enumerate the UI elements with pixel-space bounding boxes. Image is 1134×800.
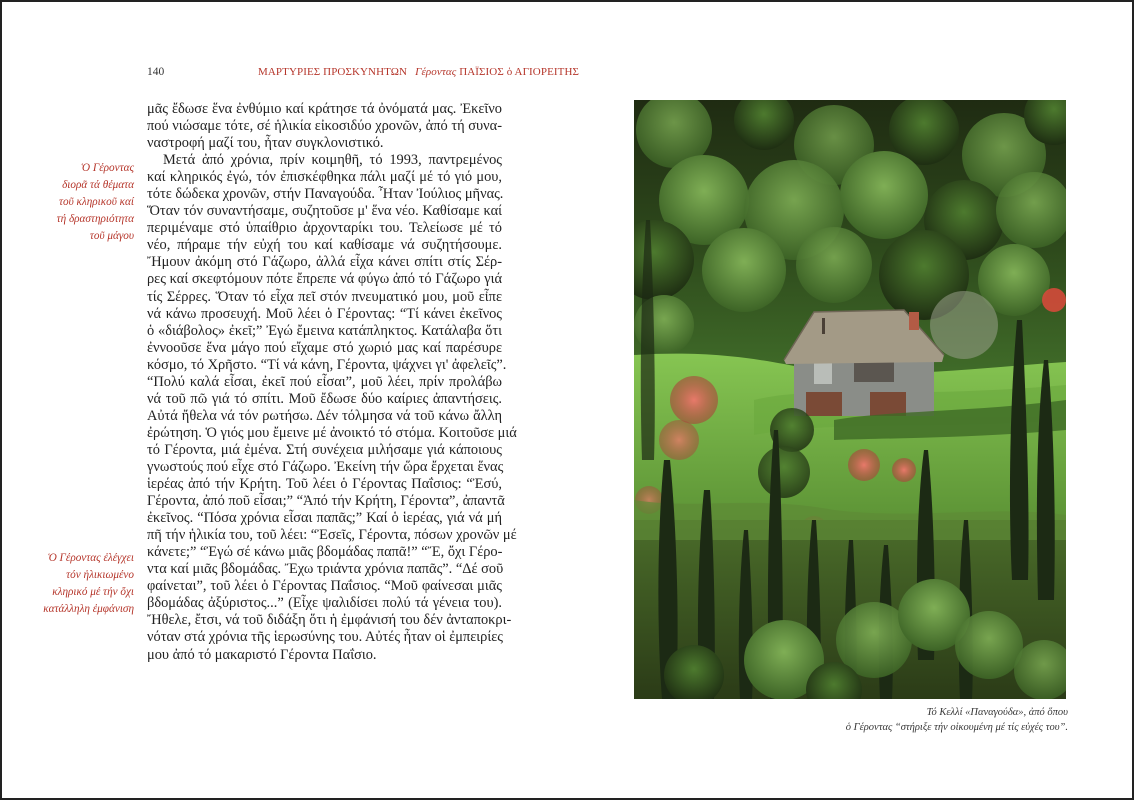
text-line: μᾶς ἔδωσε ἕνα ἐνθύμιο καί κράτησε τά ὀνόματά μας. Ἐκεῖνο	[147, 101, 502, 117]
subject-prefix: Γέροντας	[415, 66, 457, 78]
margin-note-line: κληρικό μέ τήν ὄχι	[52, 586, 134, 598]
text-line: τίς Σέρρες. Ὅταν τό εἶχα πεῖ στόν πνευματικό μου, μοῦ εἶπε	[147, 288, 502, 305]
text-line: “Πολύ καλά εἶσαι, ἐκεῖ πού εἶσαι”, μοῦ λέει, πρίν προλάβω	[147, 373, 502, 390]
text-line: Ἤθελε, ἔτσι, νά τοῦ διδάξη ὅτι ἡ ἐμφάνισή του δέν ἀνταποκρι-	[147, 612, 512, 629]
margin-note-line: διορᾶ τά θέματα	[62, 179, 134, 191]
text-line: ἐκεῖνος. “Πόσα χρόνια εἶσαι παπᾶς;” Καί ὁ ἱερέας, γιά νά μή	[147, 510, 502, 527]
text-line: Γέροντα, ἀπό ποῦ εἶσαι;” “Ἀπό τήν Κρήτη, Γέροντα”, ἀπαντᾶ	[147, 493, 505, 510]
text-line: Ἤμουν ἀκόμη στό Γάζωρο, ἀλλά εἶχα κάνει σπίτι στίς Σέρ-	[147, 254, 502, 271]
text-line: νέο, πήραμε τήν εὐχή του καί καθίσαμε νά συζητήσουμε.	[147, 237, 502, 254]
text-line: τότε δώδεκα χρονῶν, στήν Παναγούδα. Ἦταν Ἰούλιος μῆνας.	[147, 186, 504, 203]
text-line: νά τοῦ πῶ γιά τό σπίτι. Μοῦ ἔδωσε δύο καίριες ἀπαντήσεις.	[147, 390, 502, 407]
text-line: βδομάδας ἀξύριστος...” (Εἶχε ψαλιδίσει πολύ τά γένεια του).	[147, 595, 502, 612]
running-header	[258, 66, 579, 78]
text-line: ἐρώτηση. Ὁ γιός μου ἔμεινε μέ ἀνοικτό τό στόμα. Κοιτοῦσε μιά	[147, 424, 517, 441]
subject-name: ΠΑΪΣΙΟΣ ὁ ΑΓΙΟΡΕΙΤΗΣ	[459, 66, 580, 78]
caption-line: Τό Κελλί «Παναγούδα», ἀπό ὅπου	[926, 707, 1068, 718]
margin-note-line: Ὁ Γέροντας	[80, 162, 134, 174]
margin-note-line: τή δραστηριότητα	[56, 213, 134, 225]
text-line: νά κάνω προσευχή. Μοῦ λέει ὁ Γέροντας: “Τί κάνει ἐκεῖνος	[147, 305, 502, 322]
text-line: ρες καί σκεφτόμουν πότε ἔπρεπε νά φύγω ἀπό τό Γάζωρο γιά	[147, 271, 502, 288]
paragraph-1	[147, 101, 502, 152]
margin-note-line: τόν ἡλικιωμένο	[66, 569, 134, 581]
margin-note	[4, 550, 134, 618]
hut-in-forest-photo	[634, 100, 1066, 699]
paragraph-2	[147, 152, 517, 663]
margin-note-line: τοῦ κληρικοῦ καί	[58, 196, 134, 208]
photo-illustration	[634, 100, 1066, 699]
body-text	[147, 101, 517, 664]
section-title: ΜΑΡΤΥΡΙΕΣ ΠΡΟΣΚΥΝΗΤΩΝ	[258, 66, 408, 78]
text-line: καί κληρικός ἐγώ, τόν ἐπισκέφθηκα πάλι μαζί μέ τό γιό μου,	[147, 169, 502, 186]
text-line: νόταν στά χρόνια τῆς ἱερωσύνης του. Αὐτές ἦταν οἱ ἐμπειρίες	[147, 629, 503, 646]
text-line: φαίνεται”, τοῦ λέει ὁ Γέροντας Παΐσιος. “Μοῦ φαίνεσαι μιᾶς	[147, 578, 502, 595]
text-line: ναστροφή μαζί του, ἦταν συγκλονιστικό.	[147, 135, 384, 152]
margin-note-line: Ὁ Γέροντας ἐλέγχει	[47, 552, 134, 564]
text-line: κάνετε;” “Ἐγώ σέ κάνω μιᾶς βδομάδας παπᾶ!” “Ἔ, ὄχι Γέρο-	[147, 544, 503, 561]
page-number: 140	[147, 66, 165, 78]
text-line: γνωστούς πού εἶχε στό Γάζωρο. Ἐκείνη τήν ὥρα ἔρχεται ἕνας	[147, 458, 504, 475]
text-line: Ὅταν τόν συναντήσαμε, συζητοῦσε μ' ἕνα νέο. Καθίσαμε καί	[147, 203, 502, 220]
text-line: ντα καί μιᾶς βδομάδας. Ἔχω τριάντα χρόνια παπᾶς”. “Δέ σοῦ	[147, 561, 504, 578]
text-line: ἐννοοῦσε ἕνα μάγο πού εἴχαμε στό χωριό μας καί παρέσυρε	[147, 339, 502, 356]
text-line: περιμέναμε στό ὑπαίθριο ἀρχονταρίκι του. Τελείωσε μέ τό	[147, 220, 502, 237]
text-line: πού νιώσαμε τότε, σέ ἡλικία εἰκοσιδύο χρονῶν, ἀπό τή συνα-	[147, 118, 502, 135]
margin-note-line: τοῦ μάγου	[89, 230, 134, 242]
margin-note	[4, 160, 134, 245]
caption-line: ὁ Γέροντας “στήριξε τήν οἰκουμένη μέ τίς εὐχές του”.	[845, 722, 1068, 733]
photo-caption	[648, 705, 1068, 735]
text-line: ἱερέας ἀπό τήν Κρήτη. Τοῦ λέει ὁ Γέροντας Παΐσιος: “Ἐσύ,	[147, 476, 502, 493]
text-line: πῆ τήν ἡλικία του, τοῦ λέει: “Ἐσεῖς, Γέροντα, πόσων χρονῶν μέ	[147, 527, 517, 544]
text-line: ὁ «διάβολος» ἐκεῖ;” Ἐγώ ἔμεινα κατάπληκτος. Κατάλαβα ὅτι	[147, 322, 502, 339]
text-line: τό Γέροντα, μιά ἐμένα. Στή συνέχεια μιλήσαμε γιά κάποιους	[147, 441, 502, 458]
text-line: Μετά ἀπό χρόνια, πρίν κοιμηθῆ, τό 1993, παντρεμένος	[163, 152, 502, 169]
text-line: μου ἀπό τό μακαριστό Γέροντα Παΐσιο.	[147, 646, 377, 663]
margin-note-line: κατάλληλη ἐμφάνιση	[43, 603, 134, 615]
text-line: κόσμο, τό Χρῆστο. “Τί νά κάνη, Γέροντα, ψάχνει γι' ἀφελεῖς”.	[147, 356, 507, 373]
text-line: Αὐτά ἤθελα νά τόν ρωτήσω. Δέν τόλμησα νά τοῦ κάνω ἄλλη	[147, 407, 502, 424]
